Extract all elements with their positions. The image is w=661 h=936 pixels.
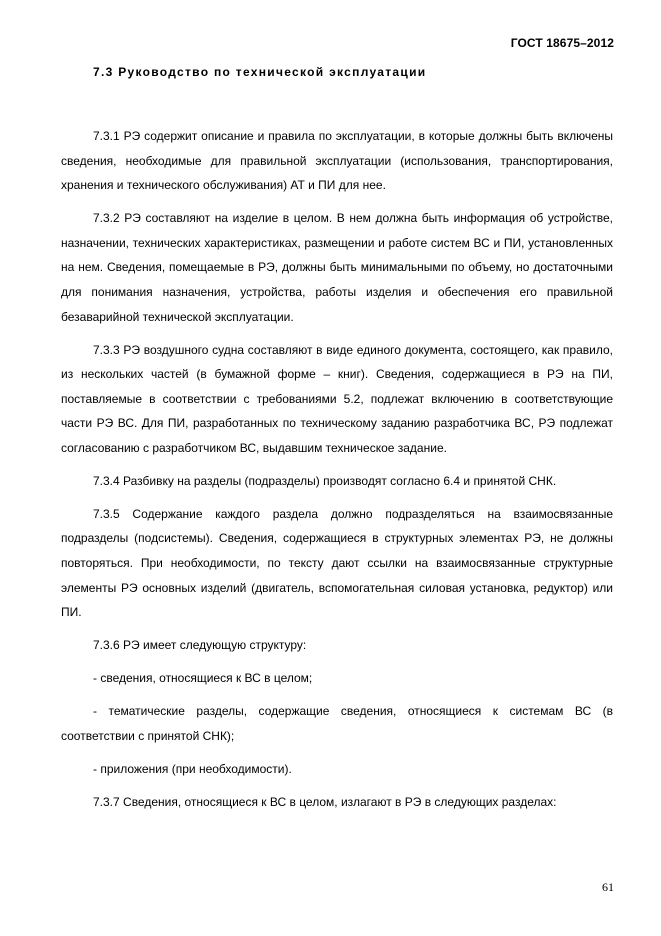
list-item-general-info: - сведения, относящиеся к ВС в целом; (93, 671, 313, 686)
paragraph-7-3-5: 7.3.5 Содержание каждого раздела должно подразделяться на взаимосвязанные подразделы (подсистемы). Сведения, содержащиеся в структурных элементах РЭ, не должны повторяться. При необходимости, по тексту дают ссылки на взаимосвязанные структурные элементы РЭ основных изделий (двигатель, вспомогательная силовая установка, редуктор) или ПИ. (61, 506, 613, 620)
list-item-thematic-sections: - тематические разделы, содержащие сведения, относящиеся к системам ВС (в соответствии с принятой СНК); (61, 704, 613, 743)
paragraph-7-3-1: 7.3.1 РЭ содержит описание и правила по эксплуатации, в которые должны быть включены сведения, необходимые для правильной эксплуатации (использования, транспортирования, хранения и технического обслуживания) АТ и ПИ для нее. (61, 129, 613, 193)
paragraph-7-3-7: 7.3.7 Сведения, относящиеся к ВС в целом, излагают в РЭ в следующих разделах: (93, 794, 557, 809)
paragraph-7-3-6: 7.3.6 РЭ имеет следующую структуру: (93, 638, 307, 653)
list-item-appendices: - приложения (при необходимости). (93, 761, 292, 776)
body-text (61, 124, 613, 823)
paragraph-7-3-3: 7.3.3 РЭ воздушного судна составляют в виде единого документа, состоящего, как правило, из нескольких частей (в бумажной форме – книг). Сведения, содержащиеся в РЭ на ПИ, поставляемые в соответствии с требованиями 5.2, подлежат включению в соответствующие части РЭ ВС. Для ПИ, разработанных по техническому заданию разработчика ВС, РЭ подлежат согласованию с разработчиком ВС, выдавшим техническое задание. (61, 342, 613, 455)
paragraph-7-3-2: 7.3.2 РЭ составляют на изделие в целом. В нем должна быть информация об устройстве, назначении, технических характеристиках, размещении и работе систем ВС и ПИ, установленных на нем. Сведения, помещаемые в РЭ, должны быть минимальными по объему, но достаточными для понимания назначения, устройства, работы изделия и обеспечения его правильной безаварийной технической эксплуатации. (61, 211, 613, 324)
page-number: 61 (602, 880, 614, 894)
paragraph-7-3-4: 7.3.4 Разбивку на разделы (подразделы) производят согласно 6.4 и принятой СНК. (93, 473, 557, 488)
standard-designation: ГОСТ 18675–2012 (510, 36, 614, 50)
section-heading: 7.3 Руководство по технической эксплуатации (93, 65, 427, 79)
